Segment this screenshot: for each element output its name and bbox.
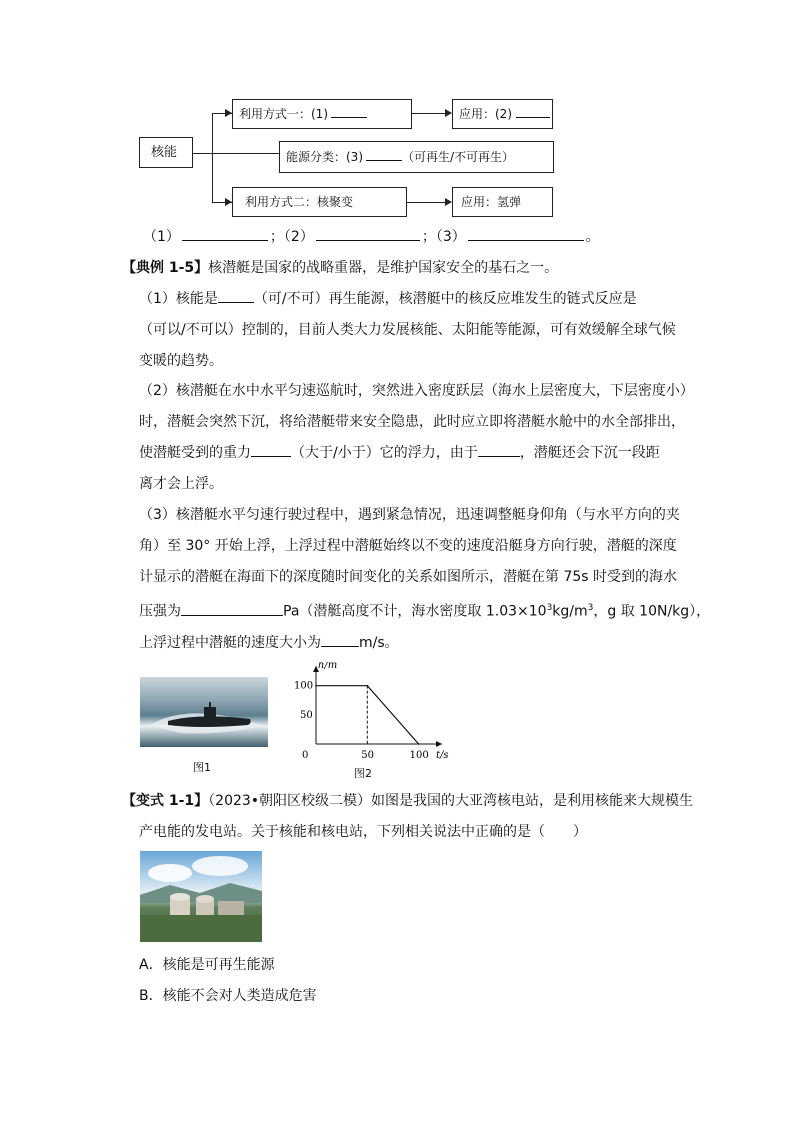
figure2-caption: 图2 <box>354 767 372 780</box>
part3-line3: 计显示的潜艇在海面下的深度随时间变化的关系如图所示，潜艇在第 75s 时受到的海水 <box>139 569 678 585</box>
option-a[interactable]: A．核能是可再生能源 <box>139 957 275 973</box>
x-tick-label: 0 <box>302 750 309 761</box>
depth-time-chart <box>292 662 452 768</box>
arrow-right-icon <box>225 198 232 206</box>
nuclear-plant-icon <box>140 851 262 942</box>
arrow-right-icon <box>225 109 232 117</box>
connector <box>407 202 446 203</box>
example-heading <box>122 258 558 278</box>
variant-line2: 产电能的发电站。关于核能和核电站，下列相关说法中正确的是（ ） <box>139 824 587 840</box>
part3-line4: 压强为 Pa（潜艇高度不计，海水密度取 $1.03\times 10^3kg/m^3$，g 取 10N/kg）， <box>139 593 719 628</box>
node-method-one-label: 利用方式一：(1) <box>239 107 328 121</box>
submarine-photo <box>140 677 268 747</box>
answer-end: 。 <box>585 229 600 245</box>
node-method-one <box>232 99 412 129</box>
part1-line2: （可以/不可以）控制的，目前人类大力发展核能、太阳能等能源，可有效缓解全球气候 <box>139 322 676 338</box>
example-part-2 <box>139 376 719 500</box>
example-intro: 核潜艇是国家的战略重器，是维护国家安全的基石之一。 <box>208 260 559 276</box>
y-tick-label: 50 <box>300 709 313 721</box>
example-tag: 【典例 1-5】 <box>122 260 209 276</box>
part2-line4: 离才会上浮。 <box>139 476 223 492</box>
part3-blank-1[interactable] <box>181 601 283 616</box>
answer-label-3: ；（3） <box>421 229 466 245</box>
x-axis-label: t/s <box>436 750 449 761</box>
part3-line2: 角）至 30° 开始上浮，上浮过程中潜艇始终以不变的速度沿艇身方向行驶，潜艇的深度 <box>139 538 677 554</box>
part1-blank-1[interactable] <box>218 288 254 303</box>
answer-blank-2[interactable] <box>316 226 420 241</box>
data-point <box>367 685 369 687</box>
part2-line2: 时，潜艇会突然下沉，将给潜艇带来安全隐患，此时应立即将潜艇水舱中的水全部排出， <box>139 414 685 430</box>
node-application-two: 应用：氢弹 <box>452 187 553 217</box>
y-tick-label: 100 <box>294 680 314 692</box>
submarine-icon <box>140 677 268 747</box>
part2-line1: （2）核潜艇在水中水平匀速巡航时，突然进入密度跃层（海水上层密度大，下层密度小） <box>139 383 694 399</box>
connector <box>212 153 279 154</box>
x-tick-label: 50 <box>361 750 375 761</box>
part2-line3: 使潜艇受到的重力 （大于/小于）它的浮力，由于 ，潜艇还会下沉一段距 <box>139 438 719 469</box>
node-application-one <box>452 99 553 129</box>
part2-blank-2[interactable] <box>478 442 520 457</box>
data-point <box>315 685 317 687</box>
depth-series-line <box>316 686 419 744</box>
example-part-1 <box>139 284 699 377</box>
node-classification-options: （可再生/不可再生） <box>402 150 515 164</box>
answer-label-1: （1） <box>143 229 180 245</box>
x-axis-arrow-icon <box>436 741 442 747</box>
answer-label-2: ；（2） <box>269 229 314 245</box>
part2-blank-1[interactable] <box>251 442 291 457</box>
figure1-caption: 图1 <box>193 761 211 774</box>
arrow-right-icon <box>445 198 452 206</box>
connector <box>412 113 446 114</box>
answer-blank-3[interactable] <box>468 226 584 241</box>
y-axis-label: h/m <box>318 662 338 671</box>
connector <box>193 153 212 154</box>
node-nuclear-energy: 核能 <box>139 137 193 168</box>
part3-line5: 上浮过程中潜艇的速度大小为 m/s。 <box>139 628 719 659</box>
node-method-two: 利用方式二：核聚变 <box>232 187 407 217</box>
x-tick-label: 100 <box>409 750 429 761</box>
node-classification-label: 能源分类：(3) <box>286 150 363 164</box>
node-classification <box>279 141 554 173</box>
answer-line <box>143 226 600 247</box>
variant-line1: 【变式 1-1】（2023•朝阳区校级二模）如图是我国的大亚湾核电站，是利用核能来大规模生 <box>122 793 694 809</box>
example-part-3 <box>139 500 719 659</box>
variant-question <box>122 786 722 848</box>
node-application-one-label: 应用：(2) <box>459 107 512 121</box>
data-point <box>418 743 420 745</box>
part3-blank-2[interactable] <box>321 632 359 647</box>
part3-line1: （3）核潜艇水平匀速行驶过程中，遇到紧急情况，迅速调整艇身仰角（与水平方向的夹 <box>139 507 680 523</box>
power-station-photo <box>140 851 262 942</box>
part1-line1: （1）核能是 （可/不可）再生能源，核潜艇中的核反应堆发生的链式反应是 <box>139 284 699 315</box>
answer-blank-1[interactable] <box>182 226 268 241</box>
option-list <box>139 950 317 1012</box>
connector <box>212 113 213 202</box>
option-b[interactable]: B．核能不会对人类造成危害 <box>139 988 317 1004</box>
variant-tag: 【变式 1-1】 <box>122 793 209 809</box>
part1-line3: 变暖的趋势。 <box>139 353 223 369</box>
arrow-right-icon <box>445 109 452 117</box>
